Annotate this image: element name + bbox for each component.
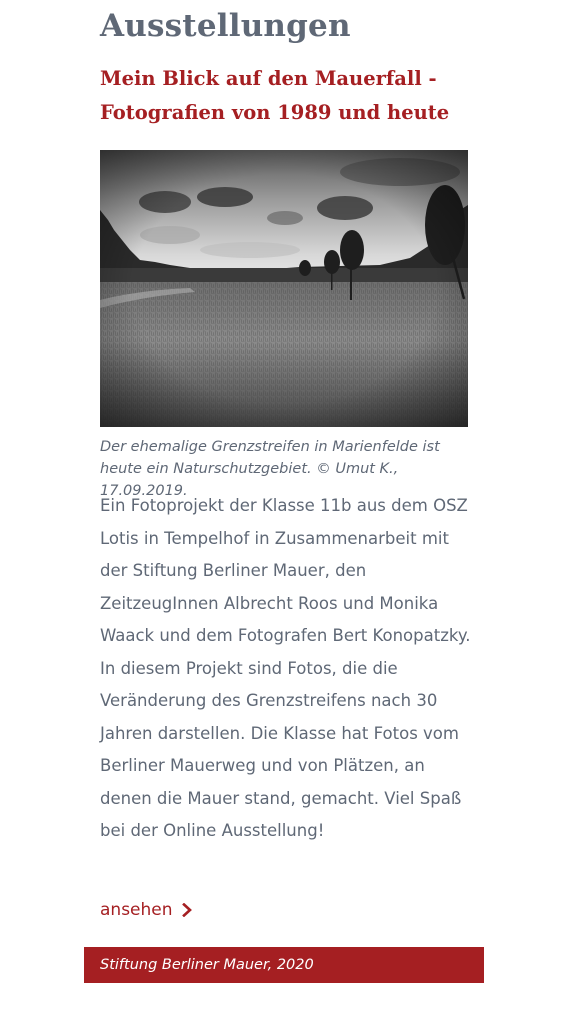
view-exhibit-link[interactable] bbox=[100, 896, 193, 924]
section-heading: Ausstellungen bbox=[100, 8, 351, 44]
footer-credit-bar bbox=[84, 947, 484, 983]
footer-credit: Stiftung Berliner Mauer, 2020 bbox=[100, 957, 314, 973]
exhibit-description: Ein Fotoprojekt der Klasse 11b aus dem OSZ Lotis in Tempelhof in Zusammenarbeit mit der Stiftung Berliner Mauer, den ZeitzeugInnen Albrecht Roos und Monika Waack und dem Fotografen Bert Konopatzky. In diesem Projekt sind Fotos, die die Veränderung des Grenzstreifens nach 30 Jahren darstellen. Die Klasse hat Fotos vom Berliner Mauerweg und von Plätzen, an denen die Mauer stand, gemacht. Viel Spaß bei der Online Ausstellung! bbox=[100, 496, 471, 840]
chevron-right-icon bbox=[181, 903, 193, 917]
exhibit-photo[interactable] bbox=[100, 150, 468, 427]
exhibit-title[interactable]: Mein Blick auf den Mauerfall - Fotografien von 1989 und heute bbox=[100, 67, 450, 124]
photo-caption: Der ehemalige Grenzstreifen in Marienfelde ist heute ein Naturschutzgebiet. © Umut K., 17.09.2019. bbox=[100, 439, 440, 499]
view-exhibit-link-label: ansehen bbox=[100, 900, 173, 920]
